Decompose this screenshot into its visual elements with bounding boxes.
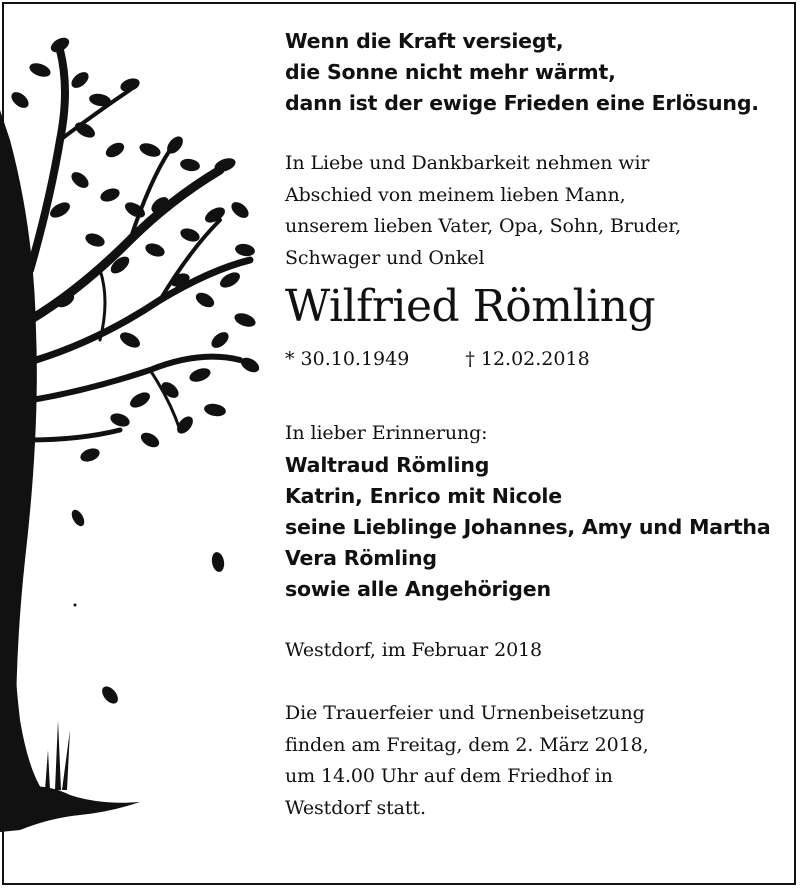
mourner: seine Lieblinge Johannes, Amy und Martha [285,514,771,539]
mourner: Katrin, Enrico mit Nicole [285,483,562,508]
service-line: finden am Freitag, dem 2. März 2018, [285,733,649,756]
mourner: sowie alle Angehörigen [285,576,551,601]
motto-line: Wenn die Kraft versiegt, [285,29,564,53]
deceased-name: Wilfried Römling [285,281,656,332]
mourners-list [285,450,785,605]
service-line: Die Trauerfeier und Urnenbeisetzung [285,702,645,724]
death-date: † 12.02.2018 [465,348,590,370]
remembrance-heading: In lieber Erinnerung: [285,422,488,444]
intro-text [285,148,785,274]
mourner: Waltraud Römling [285,452,490,477]
life-dates [285,344,785,374]
place-date: Westdorf, im Februar 2018 [285,638,543,661]
tree-illustration [0,0,270,889]
notice-content [285,26,785,824]
intro-line: Schwager und Onkel [285,246,485,269]
intro-line: unserem lieben Vater, Opa, Sohn, Bruder, [285,215,682,237]
motto-line: dann ist der ewige Frieden eine Erlösung. [285,91,759,115]
service-info [285,698,785,824]
motto-line: die Sonne nicht mehr wärmt, [285,60,616,84]
birth-date: * 30.10.1949 [285,348,410,370]
intro-line: In Liebe und Dankbarkeit nehmen wir [285,152,650,174]
intro-line: Abschied von meinem lieben Mann, [285,183,626,206]
service-line: um 14.00 Uhr auf dem Friedhof in [285,765,613,787]
service-line: Westdorf statt. [285,796,426,819]
motto [285,26,785,119]
mourners-block [285,418,785,605]
mourner: Vera Römling [285,545,437,570]
